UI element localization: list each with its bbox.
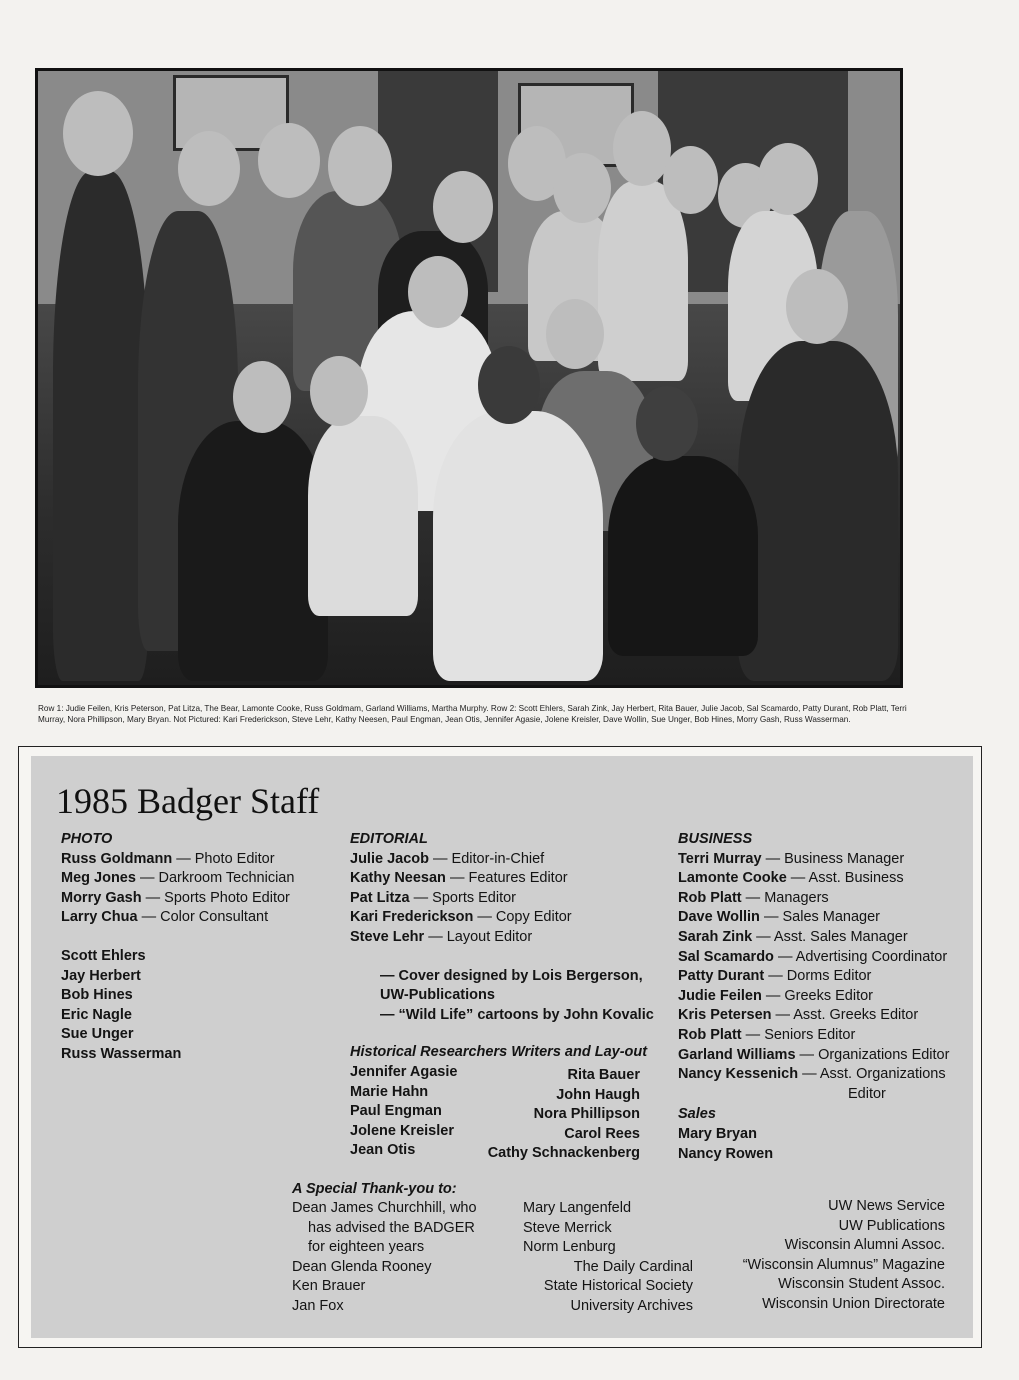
thanks-entry: Steve Merrick [523, 1219, 612, 1236]
staff-entry: Judie Feilen — Greeks Editor [678, 987, 874, 1004]
researcher-name: Jolene Kreisler [350, 1122, 454, 1139]
staff-name: Sue Unger [61, 1026, 134, 1043]
staff-entry: Rob Platt — Managers [678, 889, 829, 906]
photo-figure [738, 341, 898, 681]
staff-entry: Morry Gash — Sports Photo Editor [61, 889, 290, 906]
photo-figure [433, 411, 603, 681]
thanks-column-1 [292, 1199, 477, 1317]
photo-face [663, 146, 718, 214]
role-continuation: Editor [848, 1085, 886, 1102]
researchers-list [350, 1063, 640, 1164]
staff-name: Mary Bryan [678, 1125, 757, 1142]
staff-entry: Sarah Zink — Asst. Sales Manager [678, 928, 908, 945]
photo-face [553, 153, 611, 223]
photo-face [310, 356, 368, 426]
thanks-entry: for eighteen years [308, 1239, 425, 1256]
thanks-entry: University Archives [570, 1297, 693, 1314]
staff-entry: Garland Williams — Organizations Editor [678, 1046, 950, 1063]
thanks-entry: Ken Brauer [292, 1278, 366, 1295]
section-heading: EDITORIAL [350, 831, 428, 847]
thanks-entry: UW News Service [828, 1198, 945, 1214]
thanks-entry: UW Publications [838, 1217, 945, 1234]
cartoon-credit: — “Wild Life” cartoons by John Kovalic [380, 1006, 654, 1023]
staff-entry: Terri Murray — Business Manager [678, 850, 905, 867]
staff-entry: Kathy Neesan — Features Editor [350, 870, 568, 887]
staff-entry: Meg Jones — Darkroom Technician [61, 870, 295, 887]
staff-entry: Patty Durant — Dorms Editor [678, 968, 872, 985]
staff-name: Nancy Rowen [678, 1145, 774, 1162]
thanks-entry: State Historical Society [543, 1278, 693, 1295]
thanks-heading-text: A Special Thank-you to: [292, 1181, 457, 1197]
page-title: 1985 Badger Staff [56, 781, 320, 821]
researcher-name: Marie Hahn [350, 1083, 429, 1100]
staff-entry: Steve Lehr — Layout Editor [350, 928, 533, 945]
researcher-name: Carol Rees [564, 1125, 640, 1142]
staff-entry: Lamonte Cooke — Asst. Business [678, 870, 904, 887]
thanks-column-3 [720, 1197, 945, 1315]
staff-entry: Pat Litza — Sports Editor [350, 889, 516, 906]
thanks-column-2 [523, 1199, 693, 1317]
photo-figure [53, 171, 148, 681]
researcher-name: Paul Engman [350, 1103, 442, 1120]
staff-name: Eric Nagle [61, 1006, 132, 1023]
section-heading: PHOTO [61, 831, 113, 847]
sales-heading: Sales [678, 1106, 716, 1123]
staff-entry: Kris Petersen — Asst. Greeks Editor [678, 1007, 919, 1024]
thanks-entry: “Wisconsin Alumnus” Magazine [742, 1256, 945, 1273]
photo-face [433, 171, 493, 243]
researcher-name: Cathy Schnackenberg [487, 1145, 640, 1162]
cover-credit: — Cover designed by Lois Bergerson, [380, 967, 643, 984]
researcher-name: John Haugh [556, 1086, 640, 1103]
photo-face [408, 256, 468, 328]
thanks-entry: Jan Fox [292, 1297, 344, 1314]
photo-face [546, 299, 604, 369]
photo-figure [308, 416, 418, 616]
staff-entry: Dave Wollin — Sales Manager [678, 909, 881, 926]
photo-figure [178, 421, 328, 681]
staff-entry: Kari Frederickson — Copy Editor [350, 909, 572, 926]
thanks-entry: Wisconsin Union Directorate [762, 1295, 945, 1312]
editorial-column [350, 830, 654, 1164]
staff-name: Scott Ehlers [61, 947, 146, 964]
researcher-name: Rita Bauer [567, 1066, 640, 1083]
staff-group-photo [35, 68, 903, 688]
thanks-entry: Dean Glenda Rooney [292, 1258, 432, 1275]
staff-entry: Nancy Kessenich — Asst. Organizations [678, 1066, 946, 1083]
thanks-heading [292, 1180, 457, 1200]
photo-face [786, 269, 848, 344]
photo-face [258, 123, 320, 198]
staff-name: Russ Wasserman [61, 1045, 182, 1062]
photo-face [636, 386, 698, 461]
photo-figure [598, 181, 688, 381]
researchers-heading: Historical Researchers Writers and Lay-out [350, 1044, 648, 1061]
thanks-entry: Wisconsin Alumni Assoc. [784, 1237, 945, 1254]
researcher-name: Nora Phillipson [533, 1106, 640, 1123]
thanks-entry: Wisconsin Student Assoc. [778, 1276, 945, 1293]
thanks-entry: Mary Langenfeld [523, 1200, 632, 1216]
section-heading: BUSINESS [678, 831, 753, 847]
researcher-name: Jean Otis [350, 1142, 416, 1159]
staff-name: Jay Herbert [61, 967, 141, 984]
staff-entry: Julie Jacob — Editor-in-Chief [350, 850, 545, 867]
researcher-name: Jennifer Agasie [350, 1063, 458, 1080]
staff-name: Bob Hines [61, 987, 133, 1004]
staff-entry: Rob Platt — Seniors Editor [678, 1026, 856, 1043]
thanks-entry: Norm Lenburg [523, 1239, 616, 1256]
photo-caption: Row 1: Judie Feilen, Kris Peterson, Pat Litza, The Bear, Lamonte Cooke, Russ Goldmam, Garland Williams, Martha Murphy. Row 2: Scott Ehlers, Sarah Zink, Jay Herbert, Rita Bauer, Julie Jacob, Sal Scamardo, Patty Durant, Rob Platt, Terri Murray, Nora Phillipson, Mary Bryan. Not Pictured: Kari Frederickson, Steve Lehr, Kathy Neesen, Paul Engman, Jean Otis, Jennifer Agasie, Jolene Kreisler, Dave Wollin, Sue Unger, Bob Hines, Morry Gash, Russ Wasserman. [38, 704, 907, 724]
photo-face [328, 126, 392, 206]
photo-face [178, 131, 240, 206]
photo-figure [608, 456, 758, 656]
photo-face [758, 143, 818, 215]
photo-face [63, 91, 133, 176]
cover-credit-org: UW-Publications [380, 987, 495, 1004]
thanks-entry: The Daily Cardinal [573, 1258, 693, 1275]
staff-entry: Russ Goldmann — Photo Editor [61, 850, 275, 867]
thanks-entry: has advised the BADGER [308, 1219, 475, 1236]
photo-staff-column [61, 830, 294, 1065]
business-column [678, 830, 949, 1164]
photo-face [478, 346, 540, 424]
staff-entry: Sal Scamardo — Advertising Coordinator [678, 948, 948, 965]
thanks-entry: Dean James Churchhill, who [292, 1200, 477, 1216]
photo-face [233, 361, 291, 433]
staff-entry: Larry Chua — Color Consultant [61, 909, 269, 926]
